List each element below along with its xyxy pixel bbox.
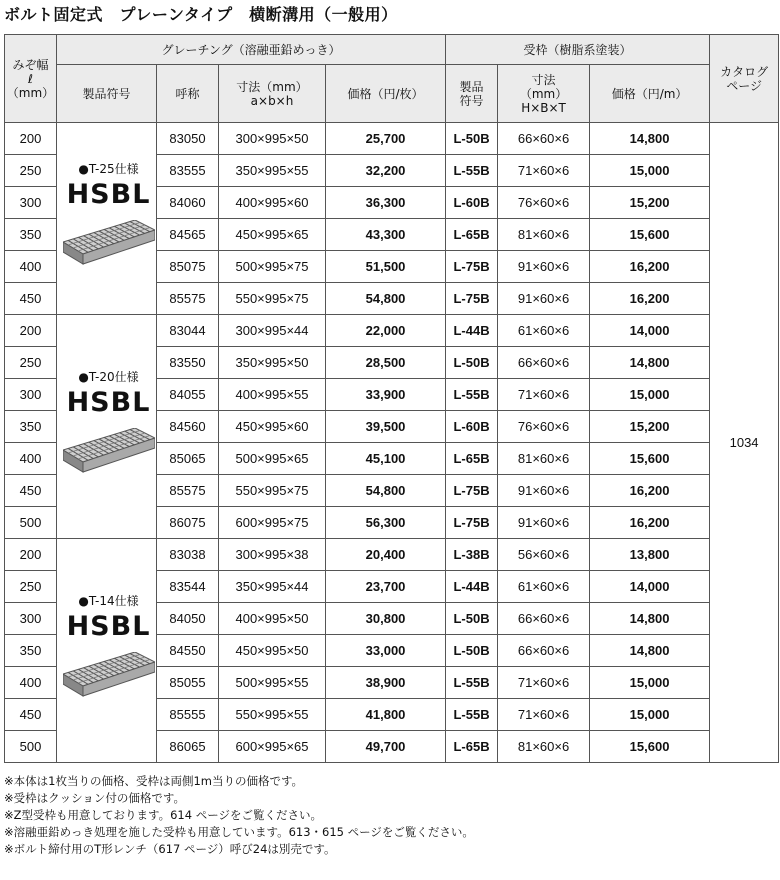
- header-grating-group: グレーチング（溶融亜鉛めっき）: [57, 35, 446, 65]
- price-cell: 33,000: [326, 635, 446, 667]
- frame-code-cell: L-50B: [446, 347, 498, 379]
- frame-code-cell: L-65B: [446, 443, 498, 475]
- width-cell: 300: [5, 187, 57, 219]
- nominal-cell: 85075: [157, 251, 219, 283]
- price-cell: 38,900: [326, 667, 446, 699]
- frame-price-cell: 15,000: [590, 667, 710, 699]
- dims-cell: 500×995×55: [219, 667, 326, 699]
- dims-cell: 350×995×44: [219, 571, 326, 603]
- frame-price-cell: 16,200: [590, 283, 710, 315]
- grating-image: [63, 652, 155, 708]
- grating-picture: [61, 652, 156, 711]
- frame-code-cell: L-65B: [446, 731, 498, 763]
- nominal-cell: 83550: [157, 347, 219, 379]
- frame-dims-cell: 91×60×6: [498, 475, 590, 507]
- width-cell: 250: [5, 155, 57, 187]
- header-nominal: 呼称: [157, 65, 219, 123]
- frame-code-cell: L-65B: [446, 219, 498, 251]
- header-frame-group: 受枠（樹脂系塗装）: [446, 35, 710, 65]
- width-cell: 400: [5, 443, 57, 475]
- grating-picture: [61, 220, 156, 279]
- dims-cell: 450×995×50: [219, 635, 326, 667]
- header-product-code: 製品符号: [57, 65, 157, 123]
- frame-dims-cell: 81×60×6: [498, 443, 590, 475]
- width-cell: 200: [5, 315, 57, 347]
- spec-label: ●T-20仕様: [78, 370, 139, 384]
- nominal-cell: 85575: [157, 283, 219, 315]
- product-code-cell: [57, 123, 157, 315]
- grating-image: [63, 428, 155, 484]
- frame-code-cell: L-50B: [446, 603, 498, 635]
- frame-dims-cell: 61×60×6: [498, 315, 590, 347]
- dims-cell: 300×995×44: [219, 315, 326, 347]
- frame-price-cell: 15,600: [590, 219, 710, 251]
- brand-label: HSBL: [66, 387, 151, 418]
- dims-cell: 600×995×75: [219, 507, 326, 539]
- dims-cell: 550×995×75: [219, 475, 326, 507]
- nominal-cell: 83044: [157, 315, 219, 347]
- frame-code-cell: L-44B: [446, 315, 498, 347]
- frame-price-cell: 15,600: [590, 731, 710, 763]
- header-catalog-line2: ページ: [726, 78, 762, 93]
- header-dims: [219, 65, 326, 123]
- dims-cell: 500×995×75: [219, 251, 326, 283]
- header-catalog: [710, 35, 779, 123]
- nominal-cell: 84060: [157, 187, 219, 219]
- frame-code-cell: L-75B: [446, 283, 498, 315]
- nominal-cell: 83555: [157, 155, 219, 187]
- table-body: [5, 123, 779, 763]
- footnote: ※溶融亜鉛めっき処理を施した受枠も用意しています。613・615 ページをご覧ください。: [4, 825, 474, 839]
- width-cell: 400: [5, 251, 57, 283]
- width-cell: 250: [5, 571, 57, 603]
- nominal-cell: 86065: [157, 731, 219, 763]
- dims-cell: 400×995×60: [219, 187, 326, 219]
- grating-image: [63, 220, 155, 276]
- frame-code-cell: L-75B: [446, 475, 498, 507]
- frame-price-cell: 14,800: [590, 347, 710, 379]
- price-cell: 39,500: [326, 411, 446, 443]
- price-cell: 23,700: [326, 571, 446, 603]
- nominal-cell: 85065: [157, 443, 219, 475]
- price-cell: 54,800: [326, 283, 446, 315]
- header-frame-dims: [498, 65, 590, 123]
- width-cell: 350: [5, 411, 57, 443]
- frame-price-cell: 15,000: [590, 379, 710, 411]
- frame-dims-cell: 66×60×6: [498, 635, 590, 667]
- dims-cell: 300×995×50: [219, 123, 326, 155]
- frame-price-cell: 14,800: [590, 123, 710, 155]
- header-frame-dims-line1: 寸法: [531, 72, 556, 87]
- width-cell: 250: [5, 347, 57, 379]
- frame-dims-cell: 91×60×6: [498, 283, 590, 315]
- table-row: [5, 123, 779, 155]
- price-cell: 22,000: [326, 315, 446, 347]
- dims-cell: 450×995×65: [219, 219, 326, 251]
- nominal-cell: 84055: [157, 379, 219, 411]
- dims-cell: 400×995×50: [219, 603, 326, 635]
- width-cell: 500: [5, 507, 57, 539]
- dims-cell: 350×995×55: [219, 155, 326, 187]
- frame-price-cell: 16,200: [590, 507, 710, 539]
- header-price-each: 価格（円/枚）: [326, 65, 446, 123]
- frame-code-cell: L-55B: [446, 667, 498, 699]
- footnote: ※ボルト締付用のT形レンチ（617 ページ）呼び24は別売です。: [4, 842, 336, 856]
- header-width-line3: （mm）: [6, 85, 55, 100]
- header-frame-dims-line2: （mm）: [519, 86, 568, 101]
- frame-dims-cell: 76×60×6: [498, 411, 590, 443]
- width-cell: 450: [5, 475, 57, 507]
- frame-price-cell: 14,800: [590, 603, 710, 635]
- width-cell: 450: [5, 283, 57, 315]
- frame-code-cell: L-44B: [446, 571, 498, 603]
- frame-dims-cell: 81×60×6: [498, 731, 590, 763]
- dims-cell: 600×995×65: [219, 731, 326, 763]
- frame-dims-cell: 71×60×6: [498, 699, 590, 731]
- nominal-cell: 83038: [157, 539, 219, 571]
- frame-price-cell: 14,000: [590, 315, 710, 347]
- frame-code-cell: L-55B: [446, 699, 498, 731]
- table-row: [5, 315, 779, 347]
- grating-picture: [61, 428, 156, 487]
- frame-dims-cell: 71×60×6: [498, 667, 590, 699]
- nominal-cell: 84050: [157, 603, 219, 635]
- frame-dims-cell: 61×60×6: [498, 571, 590, 603]
- header-width: [5, 35, 57, 123]
- frame-dims-cell: 71×60×6: [498, 379, 590, 411]
- frame-dims-cell: 66×60×6: [498, 123, 590, 155]
- frame-dims-cell: 56×60×6: [498, 539, 590, 571]
- nominal-cell: 86075: [157, 507, 219, 539]
- frame-price-cell: 16,200: [590, 475, 710, 507]
- dims-cell: 450×995×60: [219, 411, 326, 443]
- frame-dims-cell: 71×60×6: [498, 155, 590, 187]
- price-cell: 45,100: [326, 443, 446, 475]
- frame-code-cell: L-75B: [446, 251, 498, 283]
- price-cell: 51,500: [326, 251, 446, 283]
- header-width-line1: みぞ幅: [12, 57, 49, 72]
- width-cell: 400: [5, 667, 57, 699]
- width-cell: 350: [5, 219, 57, 251]
- table-row: [5, 539, 779, 571]
- dims-cell: 550×995×75: [219, 283, 326, 315]
- price-cell: 28,500: [326, 347, 446, 379]
- price-cell: 56,300: [326, 507, 446, 539]
- frame-price-cell: 16,200: [590, 251, 710, 283]
- brand-label: HSBL: [66, 179, 151, 210]
- spec-label: ●T-14仕様: [78, 594, 139, 608]
- width-cell: 200: [5, 123, 57, 155]
- nominal-cell: 85575: [157, 475, 219, 507]
- frame-code-cell: L-50B: [446, 635, 498, 667]
- price-table: [4, 34, 779, 763]
- nominal-cell: 83050: [157, 123, 219, 155]
- price-cell: 54,800: [326, 475, 446, 507]
- dims-cell: 400×995×55: [219, 379, 326, 411]
- dims-cell: 300×995×38: [219, 539, 326, 571]
- header-dims-line1: 寸法（mm）: [236, 79, 308, 94]
- product-code-cell: [57, 315, 157, 539]
- frame-dims-cell: 81×60×6: [498, 219, 590, 251]
- header-dims-line2: a×b×h: [250, 93, 294, 108]
- frame-price-cell: 15,200: [590, 411, 710, 443]
- width-cell: 200: [5, 539, 57, 571]
- frame-price-cell: 15,000: [590, 699, 710, 731]
- footnote: ※Z型受枠も用意しております。614 ページをご覧ください。: [4, 808, 322, 822]
- footnote: ※本体は1枚当りの価格、受枠は両側1m当りの価格です。: [4, 774, 304, 788]
- price-cell: 20,400: [326, 539, 446, 571]
- header-frame-code-line2: 符号: [459, 93, 484, 108]
- frame-dims-cell: 66×60×6: [498, 603, 590, 635]
- nominal-cell: 85055: [157, 667, 219, 699]
- frame-price-cell: 15,600: [590, 443, 710, 475]
- nominal-cell: 85555: [157, 699, 219, 731]
- price-cell: 30,800: [326, 603, 446, 635]
- price-cell: 43,300: [326, 219, 446, 251]
- width-cell: 500: [5, 731, 57, 763]
- header-frame-code: [446, 65, 498, 123]
- frame-dims-cell: 66×60×6: [498, 347, 590, 379]
- price-cell: 32,200: [326, 155, 446, 187]
- frame-dims-cell: 91×60×6: [498, 507, 590, 539]
- nominal-cell: 84550: [157, 635, 219, 667]
- nominal-cell: 84565: [157, 219, 219, 251]
- frame-dims-cell: 91×60×6: [498, 251, 590, 283]
- width-cell: 350: [5, 635, 57, 667]
- frame-code-cell: L-55B: [446, 155, 498, 187]
- frame-price-cell: 15,000: [590, 155, 710, 187]
- header-frame-dims-line3: H×B×T: [521, 100, 566, 115]
- frame-code-cell: L-50B: [446, 123, 498, 155]
- price-cell: 33,900: [326, 379, 446, 411]
- nominal-cell: 83544: [157, 571, 219, 603]
- frame-price-cell: 14,800: [590, 635, 710, 667]
- frame-code-cell: L-75B: [446, 507, 498, 539]
- product-code-cell: [57, 539, 157, 763]
- price-cell: 36,300: [326, 187, 446, 219]
- frame-code-cell: L-60B: [446, 187, 498, 219]
- brand-label: HSBL: [66, 611, 151, 642]
- frame-price-cell: 13,800: [590, 539, 710, 571]
- page-title: ボルト固定式 プレーンタイプ 横断溝用（一般用）: [4, 5, 398, 24]
- header-catalog-line1: カタログ: [720, 64, 769, 79]
- price-cell: 49,700: [326, 731, 446, 763]
- header-width-line2: ℓ: [28, 71, 33, 86]
- width-cell: 300: [5, 603, 57, 635]
- price-cell: 41,800: [326, 699, 446, 731]
- spec-label: ●T-25仕様: [78, 162, 139, 176]
- frame-price-cell: 15,200: [590, 187, 710, 219]
- frame-code-cell: L-60B: [446, 411, 498, 443]
- header-price-per-m: 価格（円/m）: [590, 65, 710, 123]
- frame-dims-cell: 76×60×6: [498, 187, 590, 219]
- frame-code-cell: L-38B: [446, 539, 498, 571]
- dims-cell: 350×995×50: [219, 347, 326, 379]
- width-cell: 300: [5, 379, 57, 411]
- footnotes: [4, 773, 774, 858]
- price-cell: 25,700: [326, 123, 446, 155]
- header-frame-code-line1: 製品: [459, 79, 484, 94]
- frame-code-cell: L-55B: [446, 379, 498, 411]
- dims-cell: 500×995×65: [219, 443, 326, 475]
- nominal-cell: 84560: [157, 411, 219, 443]
- frame-price-cell: 14,000: [590, 571, 710, 603]
- width-cell: 450: [5, 699, 57, 731]
- catalog-page-cell: 1034: [710, 123, 779, 763]
- dims-cell: 550×995×55: [219, 699, 326, 731]
- footnote: ※受枠はクッション付の価格です。: [4, 791, 185, 805]
